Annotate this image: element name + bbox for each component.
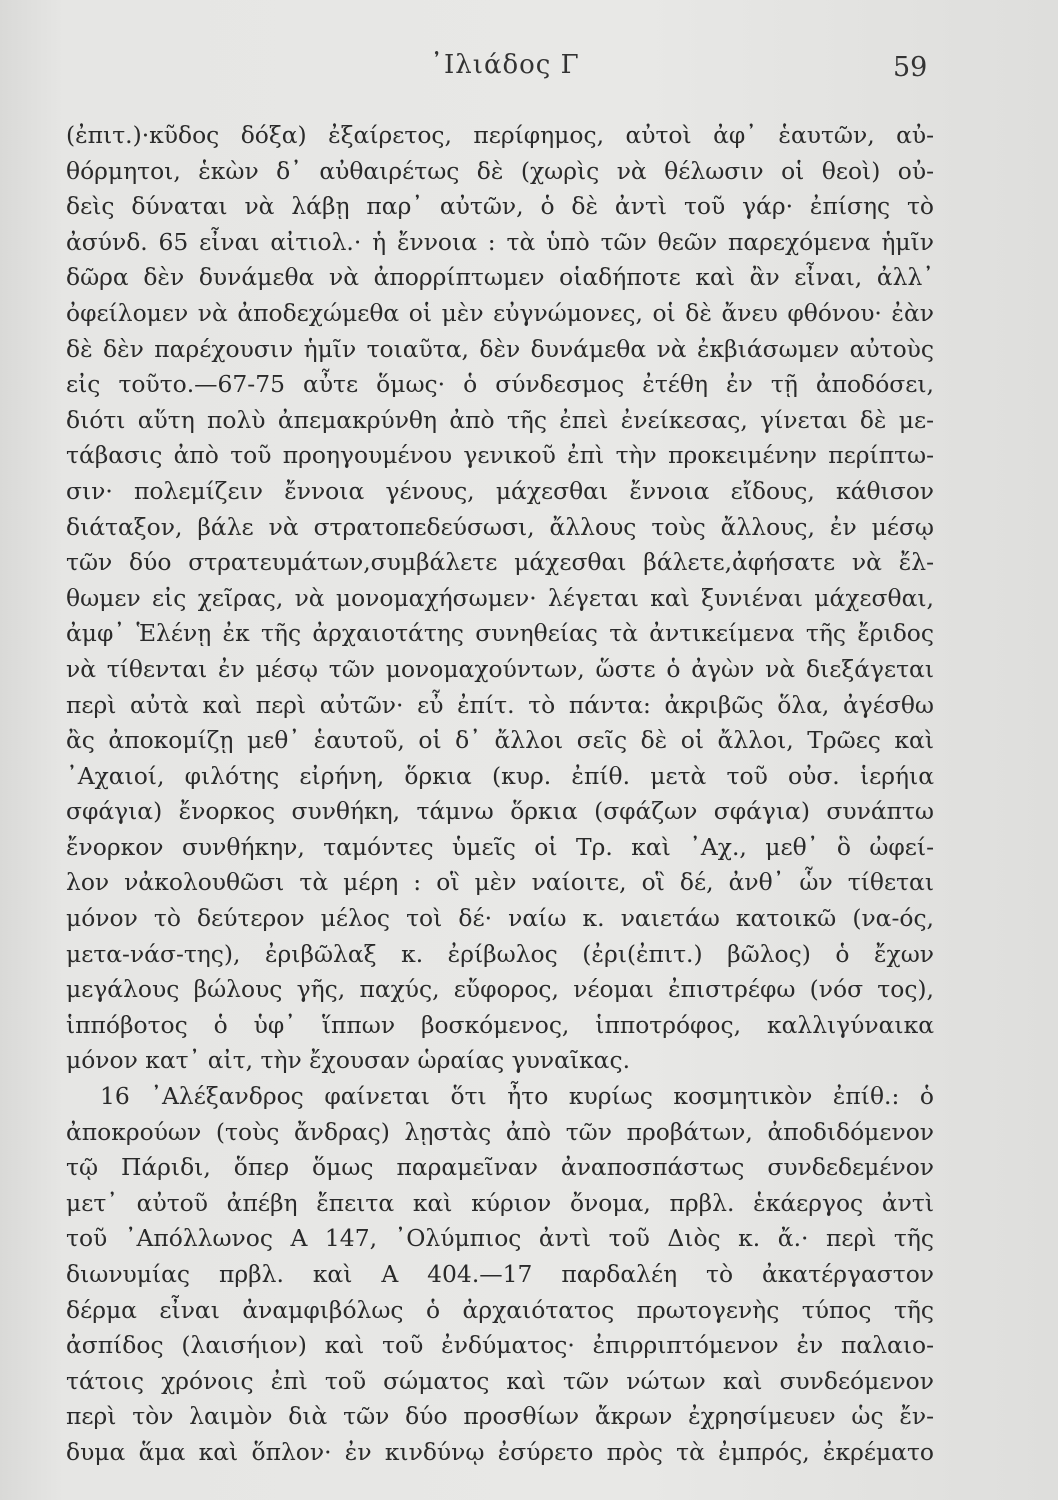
commentary-text	[66, 118, 934, 1471]
text-line: μόνον κατ᾽ αἰτ, τὴν ἔχουσαν ὡραίας γυναῖκας.	[66, 1046, 631, 1075]
text-line: τάβασις ἀπὸ τοῦ προηγουμένου γενικοῦ ἐπὶ τὴν προκειμένην περίπτω-	[66, 441, 934, 470]
text-line: μετα-νάσ-της), ἐριβῶλαξ κ. ἐρίβωλος (ἐρι(ἐπιτ.) βῶλος) ὁ ἔχων	[66, 939, 934, 968]
text-line: δεὶς δύναται νὰ λάβῃ παρ᾽ αὐτῶν, ὁ δὲ ἀντὶ τοῦ γάρ· ἐπίσης τὸ	[66, 192, 934, 221]
text-line: δυμα ἅμα καὶ ὅπλον· ἐν κινδύνῳ ἐσύρετο πρὸς τὰ ἐμπρός, ἐκρέματο	[66, 1437, 934, 1466]
text-line: (ἐπιτ.)·κῦδος δόξα) ἐξαίρετος, περίφημος, αὐτοὶ ἀφ᾽ ἑαυτῶν, αὐ-	[66, 121, 934, 149]
text-line: διωνυμίας πρβλ. καὶ Α 404.—17 παρδαλέη τὸ ἀκατέργαστον	[66, 1260, 934, 1288]
text-line: τάτοις χρόνοις ἐπὶ τοῦ σώματος καὶ τῶν νώτων καὶ συνδεόμενον	[66, 1366, 934, 1395]
text-line: διότι αὕτη πολὺ ἀπεμακρύνθη ἀπὸ τῆς ἐπεὶ ἐνείκεσας, γίνεται δὲ με-	[66, 405, 934, 434]
text-line: θόρμητοι, ἑκὼν δ᾽ αὐθαιρέτως δὲ (χωρὶς νὰ θέλωσιν οἱ θεοὶ) οὐ-	[66, 156, 934, 185]
text-line: δέρμα εἶναι ἀναμφιβόλως ὁ ἀρχαιότατος πρωτογενὴς τύπος τῆς	[66, 1295, 934, 1324]
text-line: σιν· πολεμίζειν ἔννοια γένους, μάχεσθαι ἔννοια εἴδους, κάθισον	[66, 476, 934, 505]
text-line: εἰς τοῦτο.—67-75 αὖτε ὅμως· ὁ σύνδεσμος ἐτέθη ἐν τῇ ἀποδόσει,	[66, 370, 934, 399]
text-line: 16 ᾿Αλέξανδρος φαίνεται ὅτι ἦτο κυρίως κοσμητικὸν ἐπίθ.: ὁ	[100, 1082, 934, 1111]
text-line: μεγάλους βώλους γῆς, παχύς, εὔφορος, νέομαι ἐπιστρέφω (νόσ τος),	[66, 975, 934, 1004]
text-line: ὀφείλομεν νὰ ἀποδεχώμεθα οἱ μὲν εὐγνώμονες, οἱ δὲ ἄνευ φθόνου· ἐὰν	[66, 298, 934, 327]
text-line: δῶρα δὲν δυνάμεθα νὰ ἀπορρίπτωμεν οἱαδήποτε καὶ ἂν εἶναι, ἀλλ᾽	[66, 263, 934, 292]
text-line: θωμεν εἰς χεῖρας, νὰ μονομαχήσωμεν· λέγεται καὶ ξυνιέναι μάχεσθαι,	[66, 583, 934, 612]
text-line: περὶ αὐτὰ καὶ περὶ αὐτῶν· εὖ ἐπίτ. τὸ πάντα: ἀκριβῶς ὅλα, ἀγέσθω	[66, 690, 934, 719]
running-head: ᾿Ιλιάδος Γ	[430, 50, 580, 80]
text-line: μετ᾽ αὐτοῦ ἀπέβη ἔπειτα καὶ κύριον ὄνομα, πρβλ. ἑκάεργος ἀντὶ	[66, 1188, 934, 1217]
text-line: δὲ δὲν παρέχουσιν ἡμῖν τοιαῦτα, δὲν δυνάμεθα νὰ ἐκβιάσωμεν αὐτοὺς	[66, 334, 934, 363]
text-line: διάταξον, βάλε νὰ στρατοπεδεύσωσι, ἄλλους τοὺς ἄλλους, ἐν μέσῳ	[66, 512, 934, 541]
text-line: ἂς ἀποκομίζῃ μεθ᾽ ἑαυτοῦ, οἱ δ᾽ ἄλλοι σεῖς δὲ οἱ ἄλλοι, Τρῶες καὶ	[66, 726, 934, 755]
text-line: λον νἀκολουθῶσι τὰ μέρη : οἳ μὲν ναίοιτε, οἳ δέ, ἀνθ᾽ ὧν τίθεται	[66, 868, 934, 897]
text-line: μόνον τὸ δεύτερον μέλος τοὶ δέ· ναίω κ. ναιετάω κατοικῶ (να-ός,	[66, 904, 934, 933]
text-line: ᾿Αχαιοί, φιλότης εἰρήνη, ὅρκια (κυρ. ἐπίθ. μετὰ τοῦ οὐσ. ἱερήια	[66, 761, 934, 790]
text-line: σφάγια) ἔνορκος συνθήκη, τάμνω ὅρκια (σφάζων σφάγια) συνάπτω	[66, 797, 934, 826]
text-line: ἀσπίδος (λαισήιον) καὶ τοῦ ἐνδύματος· ἐπιρριπτόμενον ἐν παλαιο-	[66, 1331, 934, 1360]
text-line: ἀποκρούων (τοὺς ἄνδρας) λῃστὰς ἀπὸ τῶν προβάτων, ἀποδιδόμενον	[66, 1117, 934, 1146]
text-line: τῶν δύο στρατευμάτων,συμβάλετε μάχεσθαι βάλετε,ἀφήσατε νὰ ἔλ-	[66, 548, 934, 577]
text-line: ἱππόβοτος ὁ ὑφ᾽ ἵππων βοσκόμενος, ἱπποτρόφος, καλλιγύναικα	[66, 1010, 934, 1039]
text-line: ἔνορκον συνθήκην, ταμόντες ὑμεῖς οἱ Τρ. καὶ ᾿Αχ., μεθ᾽ ὃ ὠφεί-	[66, 832, 934, 861]
text-line: ἀμφ᾽ Ἑλένῃ ἐκ τῆς ἀρχαιοτάτης συνηθείας τὰ ἀντικείμενα τῆς ἔριδος	[66, 619, 934, 648]
page-number: 59	[893, 52, 928, 83]
text-line: τοῦ ᾿Απόλλωνος Α 147, ᾿Ολύμπιος ἀντὶ τοῦ Διὸς κ. ἄ.· περὶ τῆς	[66, 1224, 934, 1253]
text-line: περὶ τὸν λαιμὸν διὰ τῶν δύο προσθίων ἄκρων ἐχρησίμευεν ὡς ἔν-	[66, 1402, 934, 1431]
text-line: τῷ Πάριδι, ὅπερ ὅμως παραμεῖναν ἀναποσπάστως συνδεδεμένον	[66, 1153, 934, 1182]
text-line: ἀσύνδ. 65 εἶναι αἰτιολ.· ἡ ἔννοια : τὰ ὑπὸ τῶν θεῶν παρεχόμενα ἡμῖν	[66, 227, 934, 256]
text-line: νὰ τίθενται ἐν μέσῳ τῶν μονομαχούντων, ὥστε ὁ ἀγὼν νὰ διεξάγεται	[66, 654, 934, 683]
